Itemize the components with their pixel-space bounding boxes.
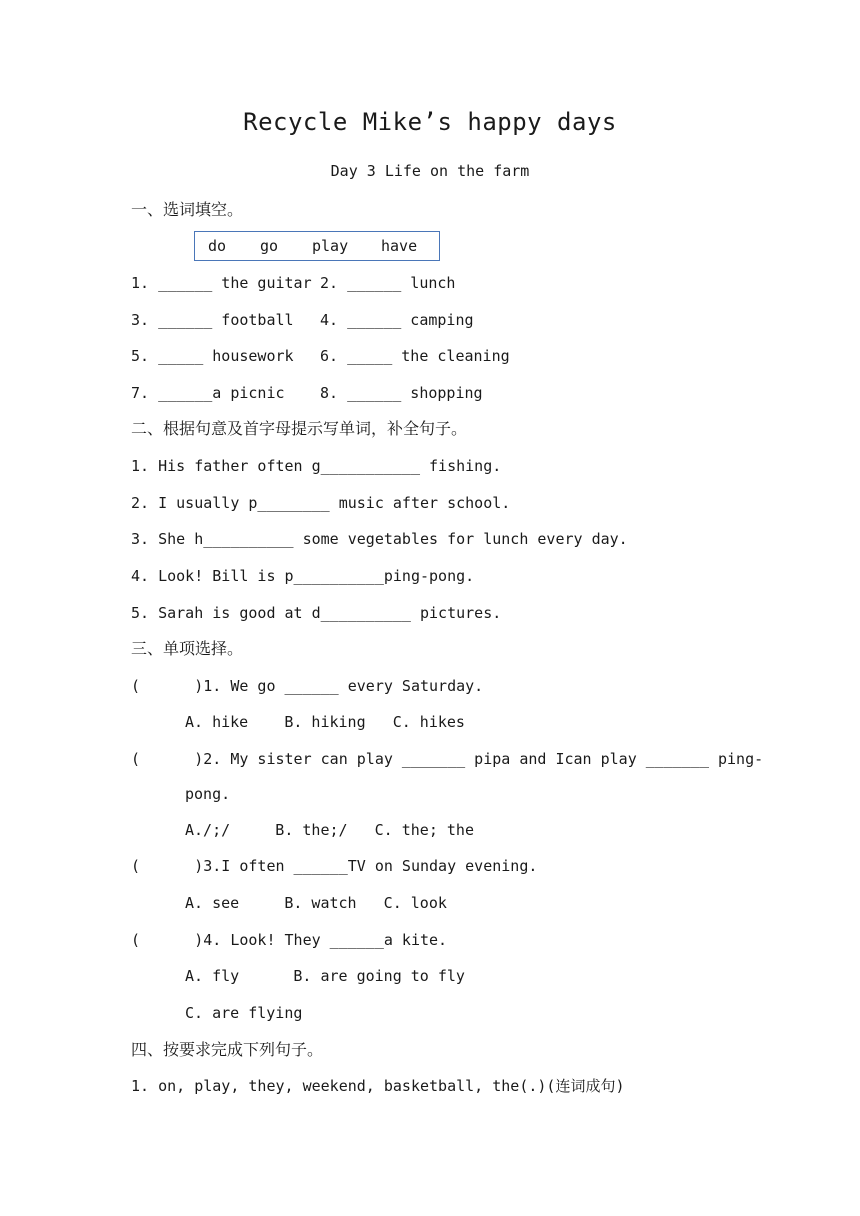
- word-bank-word: have: [381, 237, 418, 255]
- fill-item: 5. _____ housework: [131, 347, 294, 365]
- page-subtitle: Day 3 Life on the farm: [330, 162, 530, 180]
- sentence-item: 5. Sarah is good at d__________ pictures.: [131, 604, 502, 622]
- choice-options: A./;/ B. the;/ C. the; the: [185, 821, 474, 839]
- word-bank-word: do: [208, 237, 227, 255]
- section-3-heading: 三、单项选择。: [131, 639, 244, 658]
- section-1-heading: 一、选词填空。: [131, 200, 244, 219]
- fill-item: 6. _____ the cleaning: [320, 347, 510, 365]
- choice-options: A. fly B. are going to fly: [185, 967, 465, 985]
- page-title: Recycle Mike’s happy days: [243, 108, 617, 136]
- word-bank-word: play: [312, 237, 349, 255]
- section-2-heading: 二、根据句意及首字母提示写单词，补全句子。: [131, 419, 468, 438]
- sentence-item: 2. I usually p________ music after school.: [131, 494, 511, 512]
- choice-question: ( )2. My sister can play _______ pipa and Ican play _______ ping-: [131, 750, 764, 768]
- choice-question: ( )4. Look! They ______a kite.: [131, 931, 448, 949]
- choice-question: ( )1. We go ______ every Saturday.: [131, 677, 484, 695]
- word-bank-word: go: [260, 237, 279, 255]
- choice-options: C. are flying: [185, 1004, 303, 1022]
- fill-item: 3. ______ football: [131, 311, 294, 329]
- choice-question-continued: pong.: [185, 785, 231, 803]
- fill-item: 8. ______ shopping: [320, 384, 483, 402]
- fill-item: 1. ______ the guitar: [131, 274, 312, 292]
- fill-item: 2. ______ lunch: [320, 274, 456, 292]
- fill-item: 4. ______ camping: [320, 311, 474, 329]
- choice-options: A. see B. watch C. look: [185, 894, 447, 912]
- choice-options: A. hike B. hiking C. hikes: [185, 713, 465, 731]
- fill-item: 7. ______a picnic: [131, 384, 285, 402]
- sentence-item: 3. She h__________ some vegetables for lunch every day.: [131, 530, 628, 548]
- choice-question: ( )3.I often ______TV on Sunday evening.: [131, 857, 538, 875]
- sentence-item: 1. His father often g___________ fishing.: [131, 457, 502, 475]
- section-4-heading: 四、按要求完成下列句子。: [131, 1040, 324, 1059]
- reorder-question: 1. on, play, they, weekend, basketball, the(.)(连词成句): [131, 1077, 625, 1095]
- sentence-item: 4. Look! Bill is p__________ping-pong.: [131, 567, 475, 585]
- word-bank-box: [194, 231, 440, 261]
